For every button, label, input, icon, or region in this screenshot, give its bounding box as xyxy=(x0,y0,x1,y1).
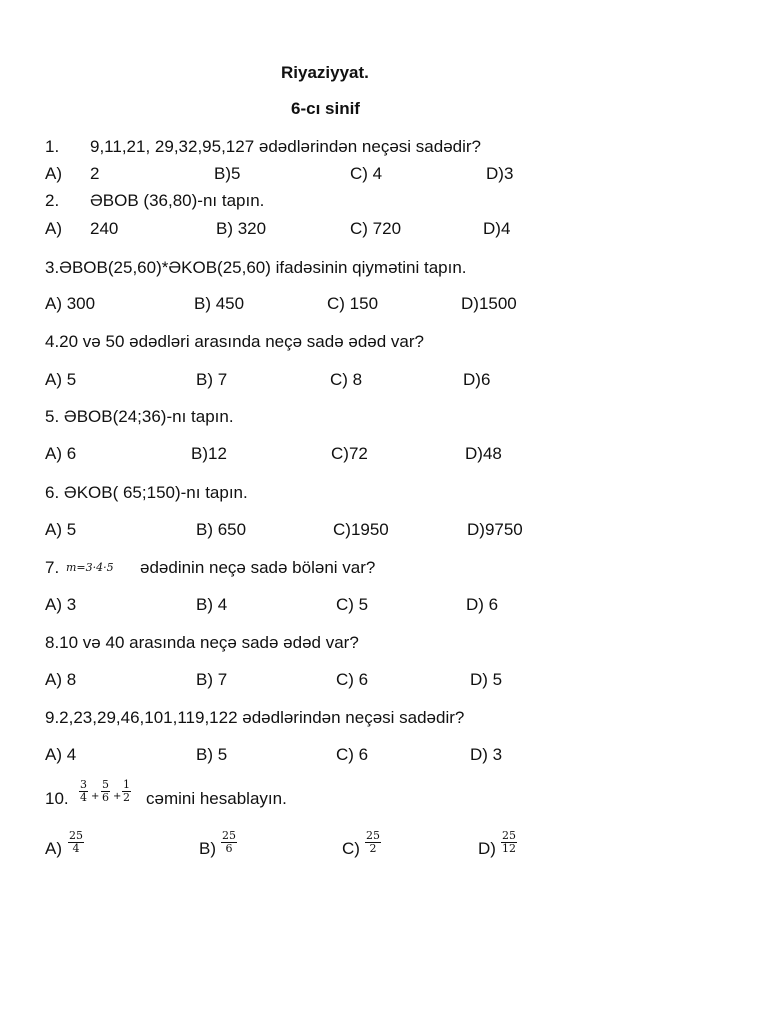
q10-option-a-label: A) xyxy=(45,839,62,858)
q3-option-c: C) 150 xyxy=(327,294,379,313)
q1-option-c: C) 4 xyxy=(350,164,383,183)
q10-number: 10. xyxy=(45,789,69,808)
q6-option-c: C)1950 xyxy=(333,520,389,539)
q9-option-c: C) 6 xyxy=(336,745,369,764)
q6-option-d: D)9750 xyxy=(467,520,523,539)
q1-option-a-label: A) xyxy=(45,164,62,183)
q10-option-a-numerator: 25 xyxy=(69,829,83,842)
q9-option-b: B) 5 xyxy=(196,745,228,764)
q3-text: 3.ƏBOB(25,60)*ƏKOB(25,60) ifadəsinin qiymətini tapın. xyxy=(45,258,467,277)
q10-fraction-1 xyxy=(79,779,88,804)
q4-text: 4.20 və 50 ədədləri arasında neçə sadə ədəd var? xyxy=(45,332,424,351)
q4-option-c: C) 8 xyxy=(330,370,363,389)
q10-option-d-denominator: 12 xyxy=(502,842,516,855)
q5-text: 5. ƏBOB(24;36)-nı tapın. xyxy=(45,407,234,426)
q10-option-c-fraction xyxy=(365,830,381,855)
q6-option-b: B) 650 xyxy=(196,520,247,539)
q10-option-b-label: B) xyxy=(199,839,216,858)
q6-option-a: A) 5 xyxy=(45,520,77,539)
q10-option-b-denominator: 6 xyxy=(225,842,233,855)
q10-fraction-2-numerator: 5 xyxy=(102,778,109,791)
q10-fraction-1-numerator: 3 xyxy=(80,778,87,791)
q10-option-c-denominator: 2 xyxy=(369,842,377,855)
q2-option-a-label: A) xyxy=(45,219,62,238)
q2-option-a: 240 xyxy=(90,219,119,238)
q7-formula: m=3·4·5 xyxy=(66,561,114,574)
q10-option-c-numerator: 25 xyxy=(366,829,380,842)
q5-option-c: C)72 xyxy=(331,444,368,463)
page-title: Riyaziyyat. xyxy=(281,63,369,82)
q9-option-d: D) 3 xyxy=(470,745,503,764)
q10-option-c-label: C) xyxy=(342,839,360,858)
q7-option-b: B) 4 xyxy=(196,595,228,614)
q1-text: 9,11,21, 29,32,95,127 ədədlərindən neçəsi sadədir? xyxy=(90,137,481,156)
q2-text: ƏBOB (36,80)-nı tapın. xyxy=(90,191,265,210)
q4-option-a: A) 5 xyxy=(45,370,77,389)
q3-option-b: B) 450 xyxy=(194,294,245,313)
q3-option-a: A) 300 xyxy=(45,294,96,313)
q2-option-d: D)4 xyxy=(483,219,511,238)
q5-option-a: A) 6 xyxy=(45,444,77,463)
q7-option-d: D) 6 xyxy=(466,595,499,614)
q5-option-b: B)12 xyxy=(191,444,227,463)
q2-option-b: B) 320 xyxy=(216,219,267,238)
q10-option-b-fraction xyxy=(221,830,237,855)
grade-subtitle: 6-cı sinif xyxy=(291,99,360,118)
q7-option-a: A) 3 xyxy=(45,595,77,614)
q5-option-d: D)48 xyxy=(465,444,502,463)
q6-text: 6. ƏKOB( 65;150)-nı tapın. xyxy=(45,483,248,502)
q7-text: ədədinin neçə sadə böləni var? xyxy=(140,558,376,577)
q4-option-d: D)6 xyxy=(463,370,491,389)
q8-option-c: C) 6 xyxy=(336,670,369,689)
plus-sign: + xyxy=(113,791,122,802)
q10-fraction-3-numerator: 1 xyxy=(123,778,130,791)
q8-option-a: A) 8 xyxy=(45,670,77,689)
q10-option-d-fraction xyxy=(501,830,517,855)
q10-fraction-2-denominator: 6 xyxy=(102,791,109,804)
plus-sign: + xyxy=(91,791,100,802)
q9-option-a: A) 4 xyxy=(45,745,77,764)
q10-option-a-fraction xyxy=(68,830,84,855)
q2-option-c: C) 720 xyxy=(350,219,402,238)
q1-option-d: D)3 xyxy=(486,164,514,183)
q7-option-c: C) 5 xyxy=(336,595,369,614)
q1-number: 1. xyxy=(45,137,60,156)
q4-option-b: B) 7 xyxy=(196,370,228,389)
q8-option-b: B) 7 xyxy=(196,670,228,689)
q1-option-a: 2 xyxy=(90,164,100,183)
q10-fraction-3 xyxy=(122,779,131,804)
q10-option-a-denominator: 4 xyxy=(72,842,80,855)
q10-option-d-label: D) xyxy=(478,839,496,858)
q10-fraction-3-denominator: 2 xyxy=(123,791,130,804)
q10-text: cəmini hesablayın. xyxy=(146,789,287,808)
q10-fraction-1-denominator: 4 xyxy=(80,791,87,804)
q1-option-b: B)5 xyxy=(214,164,241,183)
q10-fraction-2 xyxy=(101,779,110,804)
q7-number: 7. xyxy=(45,558,60,577)
q9-text: 9.2,23,29,46,101,119,122 ədədlərindən neçəsi sadədir? xyxy=(45,708,465,727)
q2-number: 2. xyxy=(45,191,60,210)
q3-option-d: D)1500 xyxy=(461,294,517,313)
q10-option-d-numerator: 25 xyxy=(502,829,516,842)
q10-option-b-numerator: 25 xyxy=(222,829,236,842)
q8-option-d: D) 5 xyxy=(470,670,503,689)
q8-text: 8.10 və 40 arasında neçə sadə ədəd var? xyxy=(45,633,359,652)
